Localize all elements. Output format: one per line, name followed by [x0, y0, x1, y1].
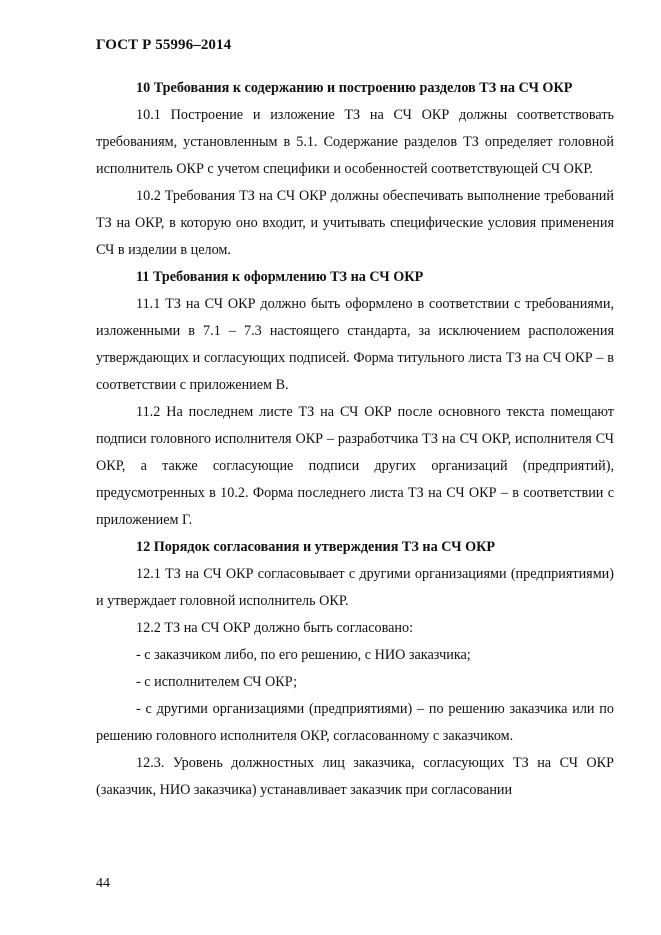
paragraph-12-1: 12.1 ТЗ на СЧ ОКР согласовывает с другими организациями (предприятиями) и утверждает головной исполнитель ОКР.	[96, 566, 614, 609]
section-10-heading: 10 Требования к содержанию и построению разделов ТЗ на СЧ ОКР	[136, 80, 573, 96]
paragraph-11-2: 11.2 На последнем листе ТЗ на СЧ ОКР после основного текста помещают подписи головного исполнителя ОКР – разработчика ТЗ на СЧ ОКР, исполнителя СЧ ОКР, а также согласующие подписи других организаций (предприятий), предусмотренных в 10.2. Форма последнего листа ТЗ на СЧ ОКР – в соответствии с приложением Г.	[96, 404, 614, 528]
paragraph-10-1: 10.1 Построение и изложение ТЗ на СЧ ОКР должны соответствовать требованиям, установленным в 5.1. Содержание разделов ТЗ определяет головной исполнитель ОКР с учетом специфики и особенностей соответствующей СЧ ОКР.	[96, 107, 614, 177]
paragraph-12-2: 12.2 ТЗ на СЧ ОКР должно быть согласовано:	[136, 620, 414, 636]
list-item-customer: - с заказчиком либо, по его решению, с НИО заказчика;	[136, 647, 471, 663]
document-header: ГОСТ Р 55996–2014	[96, 37, 232, 53]
paragraph-10-2: 10.2 Требования ТЗ на СЧ ОКР должны обеспечивать выполнение требований ТЗ на ОКР, в которую оно входит, и учитывать специфические условия применения СЧ в изделии в целом.	[96, 188, 614, 258]
paragraph-12-3: 12.3. Уровень должностных лиц заказчика, согласующих ТЗ на СЧ ОКР (заказчик, НИО заказчика) устанавливает заказчик при согласовании	[96, 755, 614, 798]
document-body	[96, 75, 614, 804]
list-item-other-organizations: - с другими организациями (предприятиями) – по решению заказчика или по решению головного исполнителя ОКР, согласованному с заказчиком.	[96, 701, 614, 744]
paragraph-11-1: 11.1 ТЗ на СЧ ОКР должно быть оформлено в соответствии с требованиями, изложенными в 7.1 – 7.3 настоящего стандарта, за исключением расположения утверждающих и согласующих подписей. Форма титульного листа ТЗ на СЧ ОКР – в соответствии с приложением В.	[96, 296, 614, 393]
list-item-executor: - с исполнителем СЧ ОКР;	[136, 674, 298, 690]
section-12-heading: 12 Порядок согласования и утверждения ТЗ на СЧ ОКР	[136, 539, 496, 555]
section-11-heading: 11 Требования к оформлению ТЗ на СЧ ОКР	[136, 269, 424, 285]
page-number: 44	[96, 876, 110, 891]
